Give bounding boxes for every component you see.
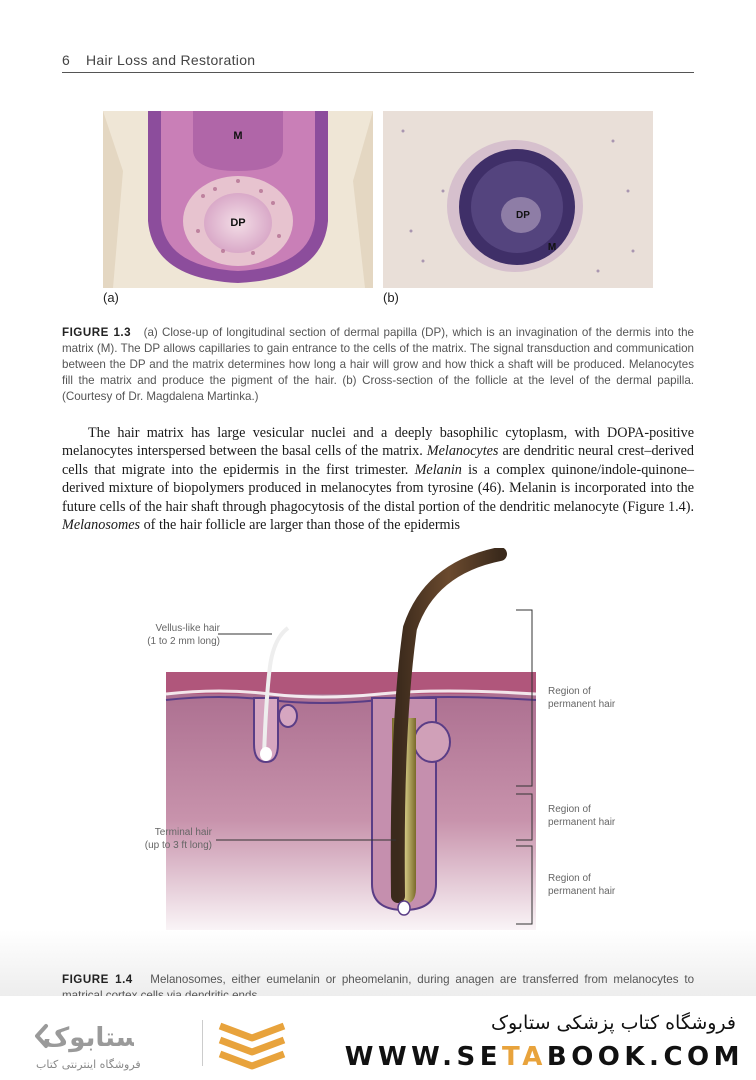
figure-1-3-caption [62, 325, 694, 405]
store-url[interactable]: WWW.SETABOOK.COM [344, 1042, 744, 1072]
figure-label: FIGURE 1.4 [62, 973, 133, 986]
panel-label-a: (a) [103, 290, 119, 305]
region-label: Region of permanent hair [548, 686, 616, 710]
caption-text: Melanosomes, either eumelanin or pheomelanin, during anagen are transferred from melanocytes to [150, 973, 695, 986]
sentence-2: are dendritic neural crest–derived cells that migrate into the epidermis in the first trimester. [62, 443, 694, 478]
header-rule [62, 72, 694, 73]
terminal-hair-label: Terminal hair (up to 3 ft long) [144, 827, 212, 851]
marker-dp: DP [230, 217, 246, 229]
logo-divider [202, 1020, 203, 1066]
marker-m: M [547, 242, 557, 253]
store-name: فروشگاه کتاب پزشکی ستابوک [490, 1012, 736, 1034]
logo-subtitle: فروشگاه اینترنتی کتاب [36, 1058, 141, 1071]
logo-wordmark: ستابوک [42, 1023, 134, 1053]
region-label: Region of permanent hair [548, 873, 616, 897]
panel-label-b: (b) [383, 290, 399, 305]
caption-text: (a) Close-up of longitudinal section of dermal papilla (DP), which is an invagination of the dermis into the matrix (M). The DP allows capillaries to gain entrance to the cells of the matrix. The signal transduction and communication between the DP and the matrix determines how long a hair will grow and how thick a shaft will be produced. Melanocytes fill the matrix and produce the pigment of the hair. (b) Cross-section of the follicle at the level of the dermal papilla. (Courtesy of Dr. Magdalena Martinka.) [62, 326, 694, 403]
body-paragraph [62, 424, 694, 534]
sentence-3: is a complex quinone/indole-quinone–derived mixture of biopolymers produced in melanocytes from tyrosine (46). Melanin is incorporated into the future cells of the hair shaft through phagocytosis of the distal portion of the dendritic melanocyte (Figure 1.4). [62, 461, 694, 515]
running-title: Hair Loss and Restoration [86, 52, 256, 68]
marker-dp: DP [516, 210, 530, 221]
vellus-hair-label: Vellus-like hair (1 to 2 mm long) [147, 623, 220, 647]
sentence-4: of the hair follicle are larger than those of the epidermis [140, 517, 461, 534]
marker-m: M [233, 130, 243, 142]
micrograph-longitudinal [103, 111, 373, 288]
term-melanosomes: Melanosomes [62, 517, 141, 534]
region-label: Region of permanent hair [548, 804, 616, 828]
book-icon [216, 1018, 288, 1070]
sentence-1: The hair matrix has large vesicular nuclei and a deeply basophilic cytoplasm, with DOPA-positive melanocytes interspersed between the basal cells of the matrix. [62, 425, 694, 460]
figure-label: FIGURE 1.3 [62, 326, 132, 339]
term-melanocytes: Melanocytes [426, 443, 499, 460]
term-melanin: Melanin [414, 461, 462, 478]
page-number: 6 [62, 52, 71, 68]
micrograph-cross-section [383, 111, 653, 288]
hair-follicle-diagram [120, 548, 680, 948]
setabook-logo [34, 1016, 134, 1056]
